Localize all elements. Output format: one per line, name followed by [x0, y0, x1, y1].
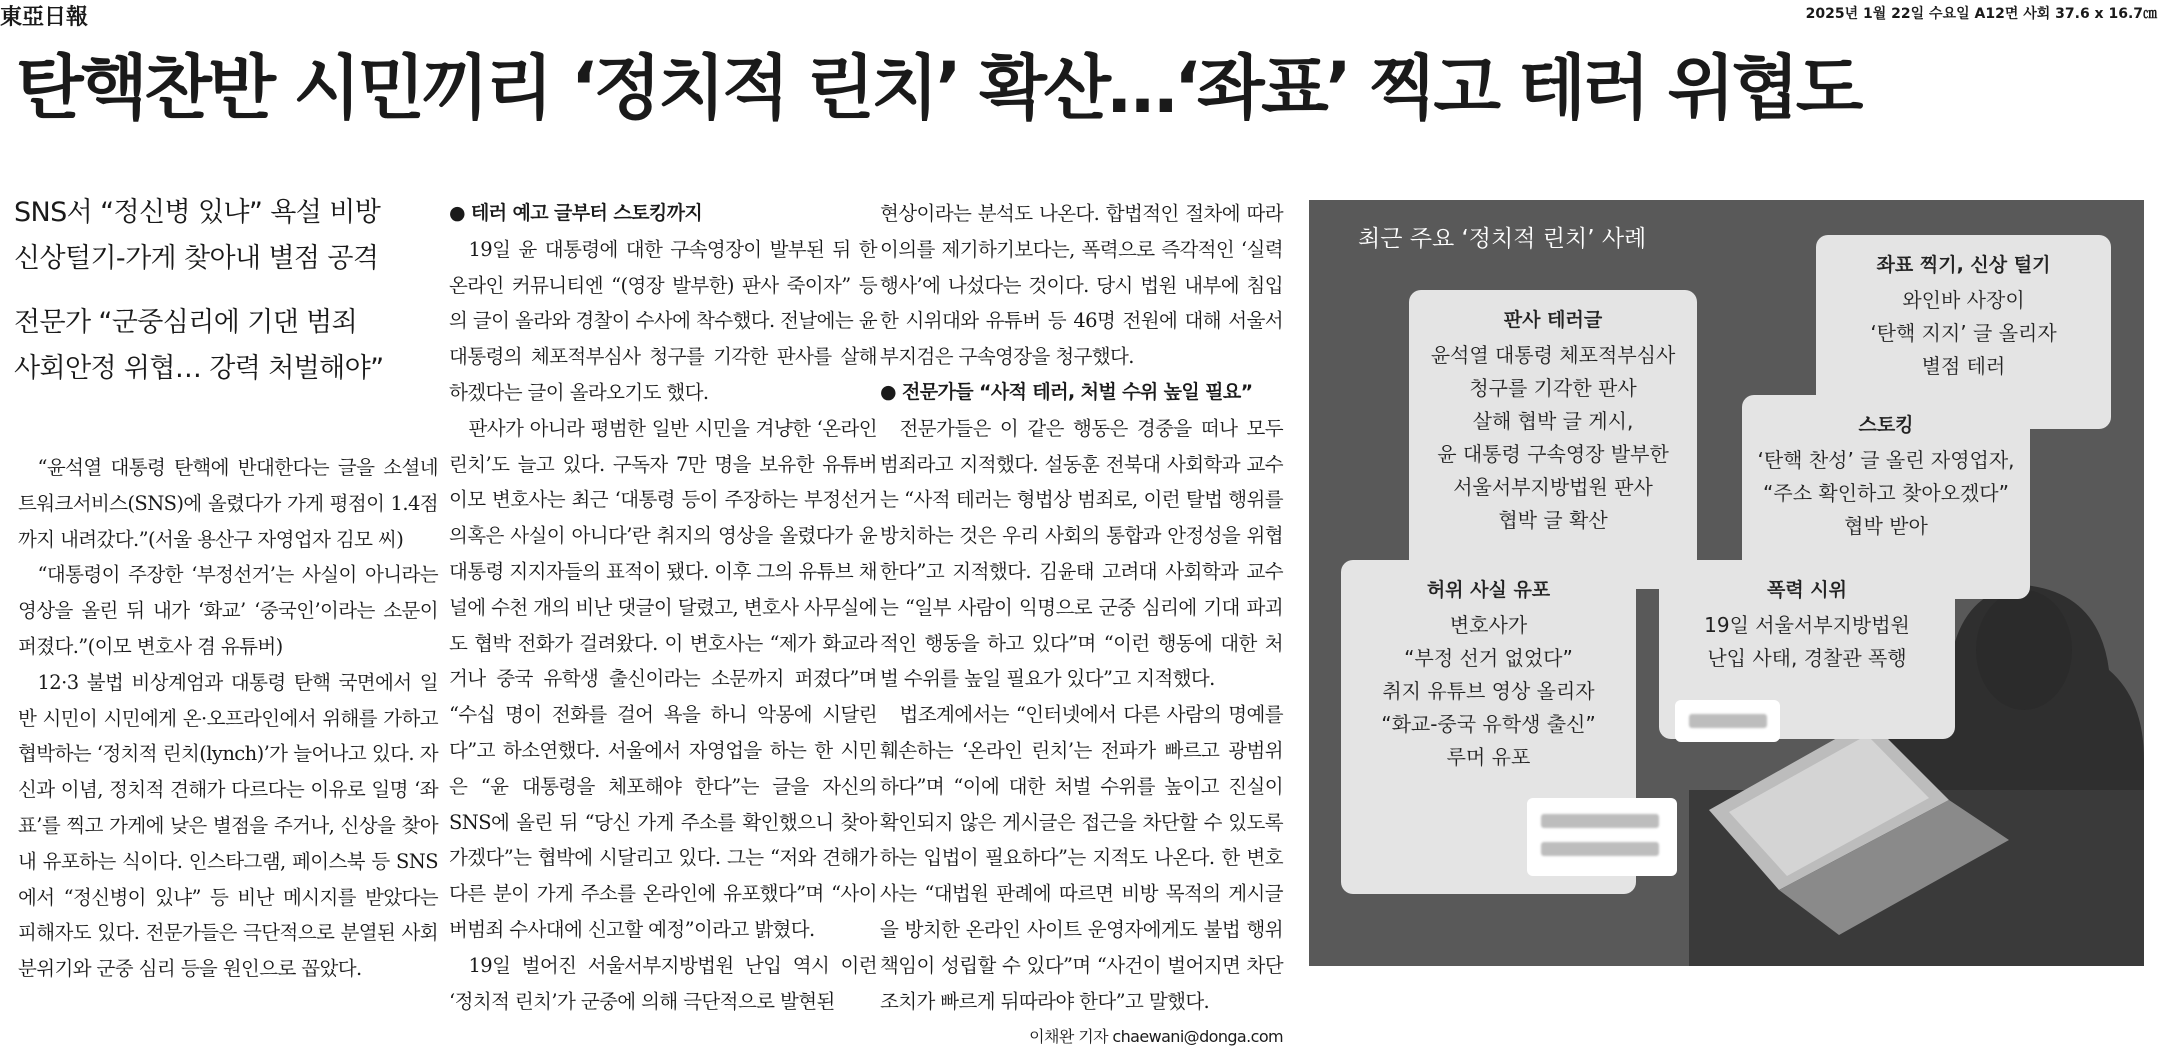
chat-bubble-icon — [1675, 700, 1780, 742]
byline: 이채완 기자 chaewani@donga.com — [1029, 1027, 1283, 1047]
headline: 탄핵찬반 시민끼리 ‘정치적 린치’ 확산…‘좌표’ 찍고 테러 위협도 — [16, 47, 1860, 129]
paragraph: “윤석열 대통령 탄핵에 반대한다는 글을 소셜네트워크서비스(SNS)에 올렸다가 가게 평점이 1.4점까지 내려갔다.”(서울 용산구 자영업자 김모 씨) — [18, 456, 438, 551]
card-title: 좌표 찍기, 신상 털기 — [1876, 254, 2051, 276]
card-line: 서울서부지방법원 판사 — [1453, 475, 1653, 499]
card-title: 폭력 시위 — [1766, 579, 1848, 601]
paragraph: 판사가 아니라 평범한 일반 시민을 겨냥한 ‘온라인 린치’도 늘고 있다. 구독자 7만 명을 보유한 유튜버 이모 변호사는 최근 ‘대통령 등이 주장하는 부정선거 의혹은 사실이 아니다’란 취지의 영상을 올렸다가 윤 대통령 지지자들의 표적이 됐다. 이후 그의 유튜브 채널에 수천 개의 비난 댓글이 달렸고, 변호사 사무실에도 협박 전화가 걸려왔다. 이 변호사는 “제가 화교라거나 중국 유학생 출신이라는 소문까지 퍼졌다”며 “수십 명이 전화를 걸어 욕을 하니 악몽에 시달린다”고 하소연했다. 서울에서 자영업을 하는 한 시민은 “윤 대통령을 체포해야 한다”는 글을 자신의 SNS에 올린 뒤 “당신 가게 주소를 확인했으니 찾아가겠다”는 협박에 시달리고 있다. 그는 “저와 견해가 다른 분이 가게 주소를 온라인에 유포했다”며 “사이버범죄 수사대에 신고할 예정”이라고 밝혔다. — [449, 416, 877, 941]
subheadline-3: 전문가 “군중심리에 기댄 범죄 — [14, 307, 358, 338]
section-heading: ● 전문가들 “사적 테러, 처벌 수위 높일 필요” — [880, 380, 1253, 403]
subheadline-2: 신상털기-가게 찾아내 별점 공격 — [14, 243, 379, 274]
subheadline-block — [14, 190, 434, 392]
card-line: 19일 서울서부지방법원 — [1704, 613, 1910, 637]
card-line: 살해 협박 글 게시, — [1472, 409, 1634, 433]
card-title: 허위 사실 유포 — [1426, 579, 1551, 601]
section-heading: ● 테러 예고 글부터 스토킹까지 — [449, 202, 703, 224]
card-line: 변호사가 — [1449, 613, 1528, 637]
card-line: 윤석열 대통령 체포적부심사 — [1430, 343, 1676, 367]
card-title: 판사 테러글 — [1503, 309, 1603, 331]
case-card-judge-threat — [1409, 290, 1697, 589]
card-line: “부정 선거 없었다” — [1404, 646, 1573, 670]
card-line: 별점 테러 — [1921, 354, 2006, 378]
infographic — [1309, 200, 2144, 966]
card-line: 윤 대통령 구속영장 발부한 — [1437, 442, 1669, 466]
article-column-2 — [449, 196, 877, 1019]
paragraph: 현상이라는 분석도 나온다. 합법적인 절차에 따라 이의를 제기하기보다는, 폭력으로 즉각적인 ‘실력 행사’에 나섰다는 것이다. 당시 법원 내부에 침입한 시위대와 유튜버 등 46명 전원에 대해 서울서부지검은 구속영장을 청구했다. — [880, 202, 1283, 369]
card-line: 와인바 사장이 — [1902, 288, 2025, 312]
paragraph: “대통령이 주장한 ‘부정선거’는 사실이 아니라는 영상을 올린 뒤 내가 ‘화교’ ‘중국인’이라는 소문이 퍼졌다.”(이모 변호사 겸 유튜버) — [18, 563, 438, 658]
card-line: 루머 유포 — [1446, 745, 1531, 769]
infographic-title: 최근 주요 ‘정치적 린치’ 사례 — [1358, 226, 1647, 252]
masthead-logo: 東亞日報 — [0, 4, 89, 30]
card-line: ‘탄핵 찬성’ 글 올린 자영업자, — [1757, 448, 2015, 472]
card-title: 스토킹 — [1858, 414, 1914, 436]
card-line: 협박 글 확산 — [1498, 508, 1608, 532]
article-column-3 — [880, 196, 1283, 1055]
card-line: 협박 받아 — [1844, 514, 1928, 538]
card-line: 난입 사태, 경찰관 폭행 — [1707, 646, 1907, 670]
article-column-1 — [18, 450, 438, 987]
dateline: 2025년 1월 22일 수요일 A12면 사회 37.6 x 16.7㎝ — [1805, 6, 2157, 22]
subheadline-4: 사회안정 위협… 강력 처벌해야” — [14, 353, 384, 384]
card-line: “주소 확인하고 찾아오겠다” — [1763, 481, 2009, 505]
chat-bubble-icon — [1527, 798, 1677, 876]
paragraph: 19일 벌어진 서울서부지방법원 난입 역시 이런 ‘정치적 린치’가 군중에 의해 극단적으로 발현된 — [449, 953, 877, 1013]
card-line: “화교-중국 유학생 출신” — [1381, 712, 1596, 736]
card-line: 취지 유튜브 영상 올리자 — [1382, 679, 1595, 703]
paragraph: 전문가들은 이 같은 행동은 경중을 떠나 모두 범죄라고 지적했다. 설동훈 전북대 사회학과 교수는 “사적 테러는 형법상 범죄로, 이런 탈법 행위를 방치하는 것은 우리 사회의 통합과 안정성을 위협한다”고 지적했다. 김윤태 고려대 사회학과 교수는 “일부 사람이 익명으로 군중 심리에 기대 파괴적인 행동을 하고 있다”며 “이런 행동에 대한 처벌 수위를 높일 필요가 있다”고 지적했다. — [880, 416, 1283, 691]
card-line: 청구를 기각한 판사 — [1469, 376, 1637, 400]
card-line: ‘탄핵 지지’ 글 올리자 — [1870, 321, 2057, 345]
paragraph: 12·3 불법 비상계엄과 대통령 탄핵 국면에서 일반 시민이 시민에게 온·오프라인에서 위해를 가하고 협박하는 ‘정치적 린치(lynch)’가 늘어나고 있다. 자신과 이념, 정치적 견해가 다르다는 이유로 일명 ‘좌표’를 찍고 가게에 낮은 별점을 주거나, 신상을 찾아내 유포하는 식이다. 인스타그램, 페이스북 등 SNS에서 “정신병이 있냐” 등 비난 메시지를 받았다는 피해자도 있다. 전문가들은 극단적으로 분열된 사회 분위기와 군중 심리 등을 원인으로 꼽았다. — [18, 670, 438, 981]
paragraph: 법조계에서는 “인터넷에서 다른 사람의 명예를 훼손하는 ‘온라인 린치’는 전파가 빠르고 광범위하다”며 “이에 대한 처벌 수위를 높이고 진실이 확인되지 않은 게시글은 접근을 차단할 수 있도록 하는 입법이 필요하다”는 지적도 나온다. 한 변호사는 “대법원 판례에 따르면 비방 목적의 게시글을 방치한 온라인 사이트 운영자에게도 불법 행위 책임이 성립할 수 있다”며 “사건이 벌어지면 차단 조치가 빠르게 뒤따라야 한다”고 말했다. — [880, 703, 1283, 1013]
subheadline-1: SNS서 “정신병 있냐” 욕설 비방 — [14, 197, 381, 228]
paragraph: 19일 윤 대통령에 대한 구속영장이 발부된 뒤 한 온라인 커뮤니티엔 “(영장 발부한) 판사 죽이자” 등의 글이 올라와 경찰이 수사에 착수했다. 전날에는 윤 대통령의 체포적부심사 청구를 기각한 판사를 살해하겠다는 글이 올라오기도 했다. — [449, 237, 877, 404]
